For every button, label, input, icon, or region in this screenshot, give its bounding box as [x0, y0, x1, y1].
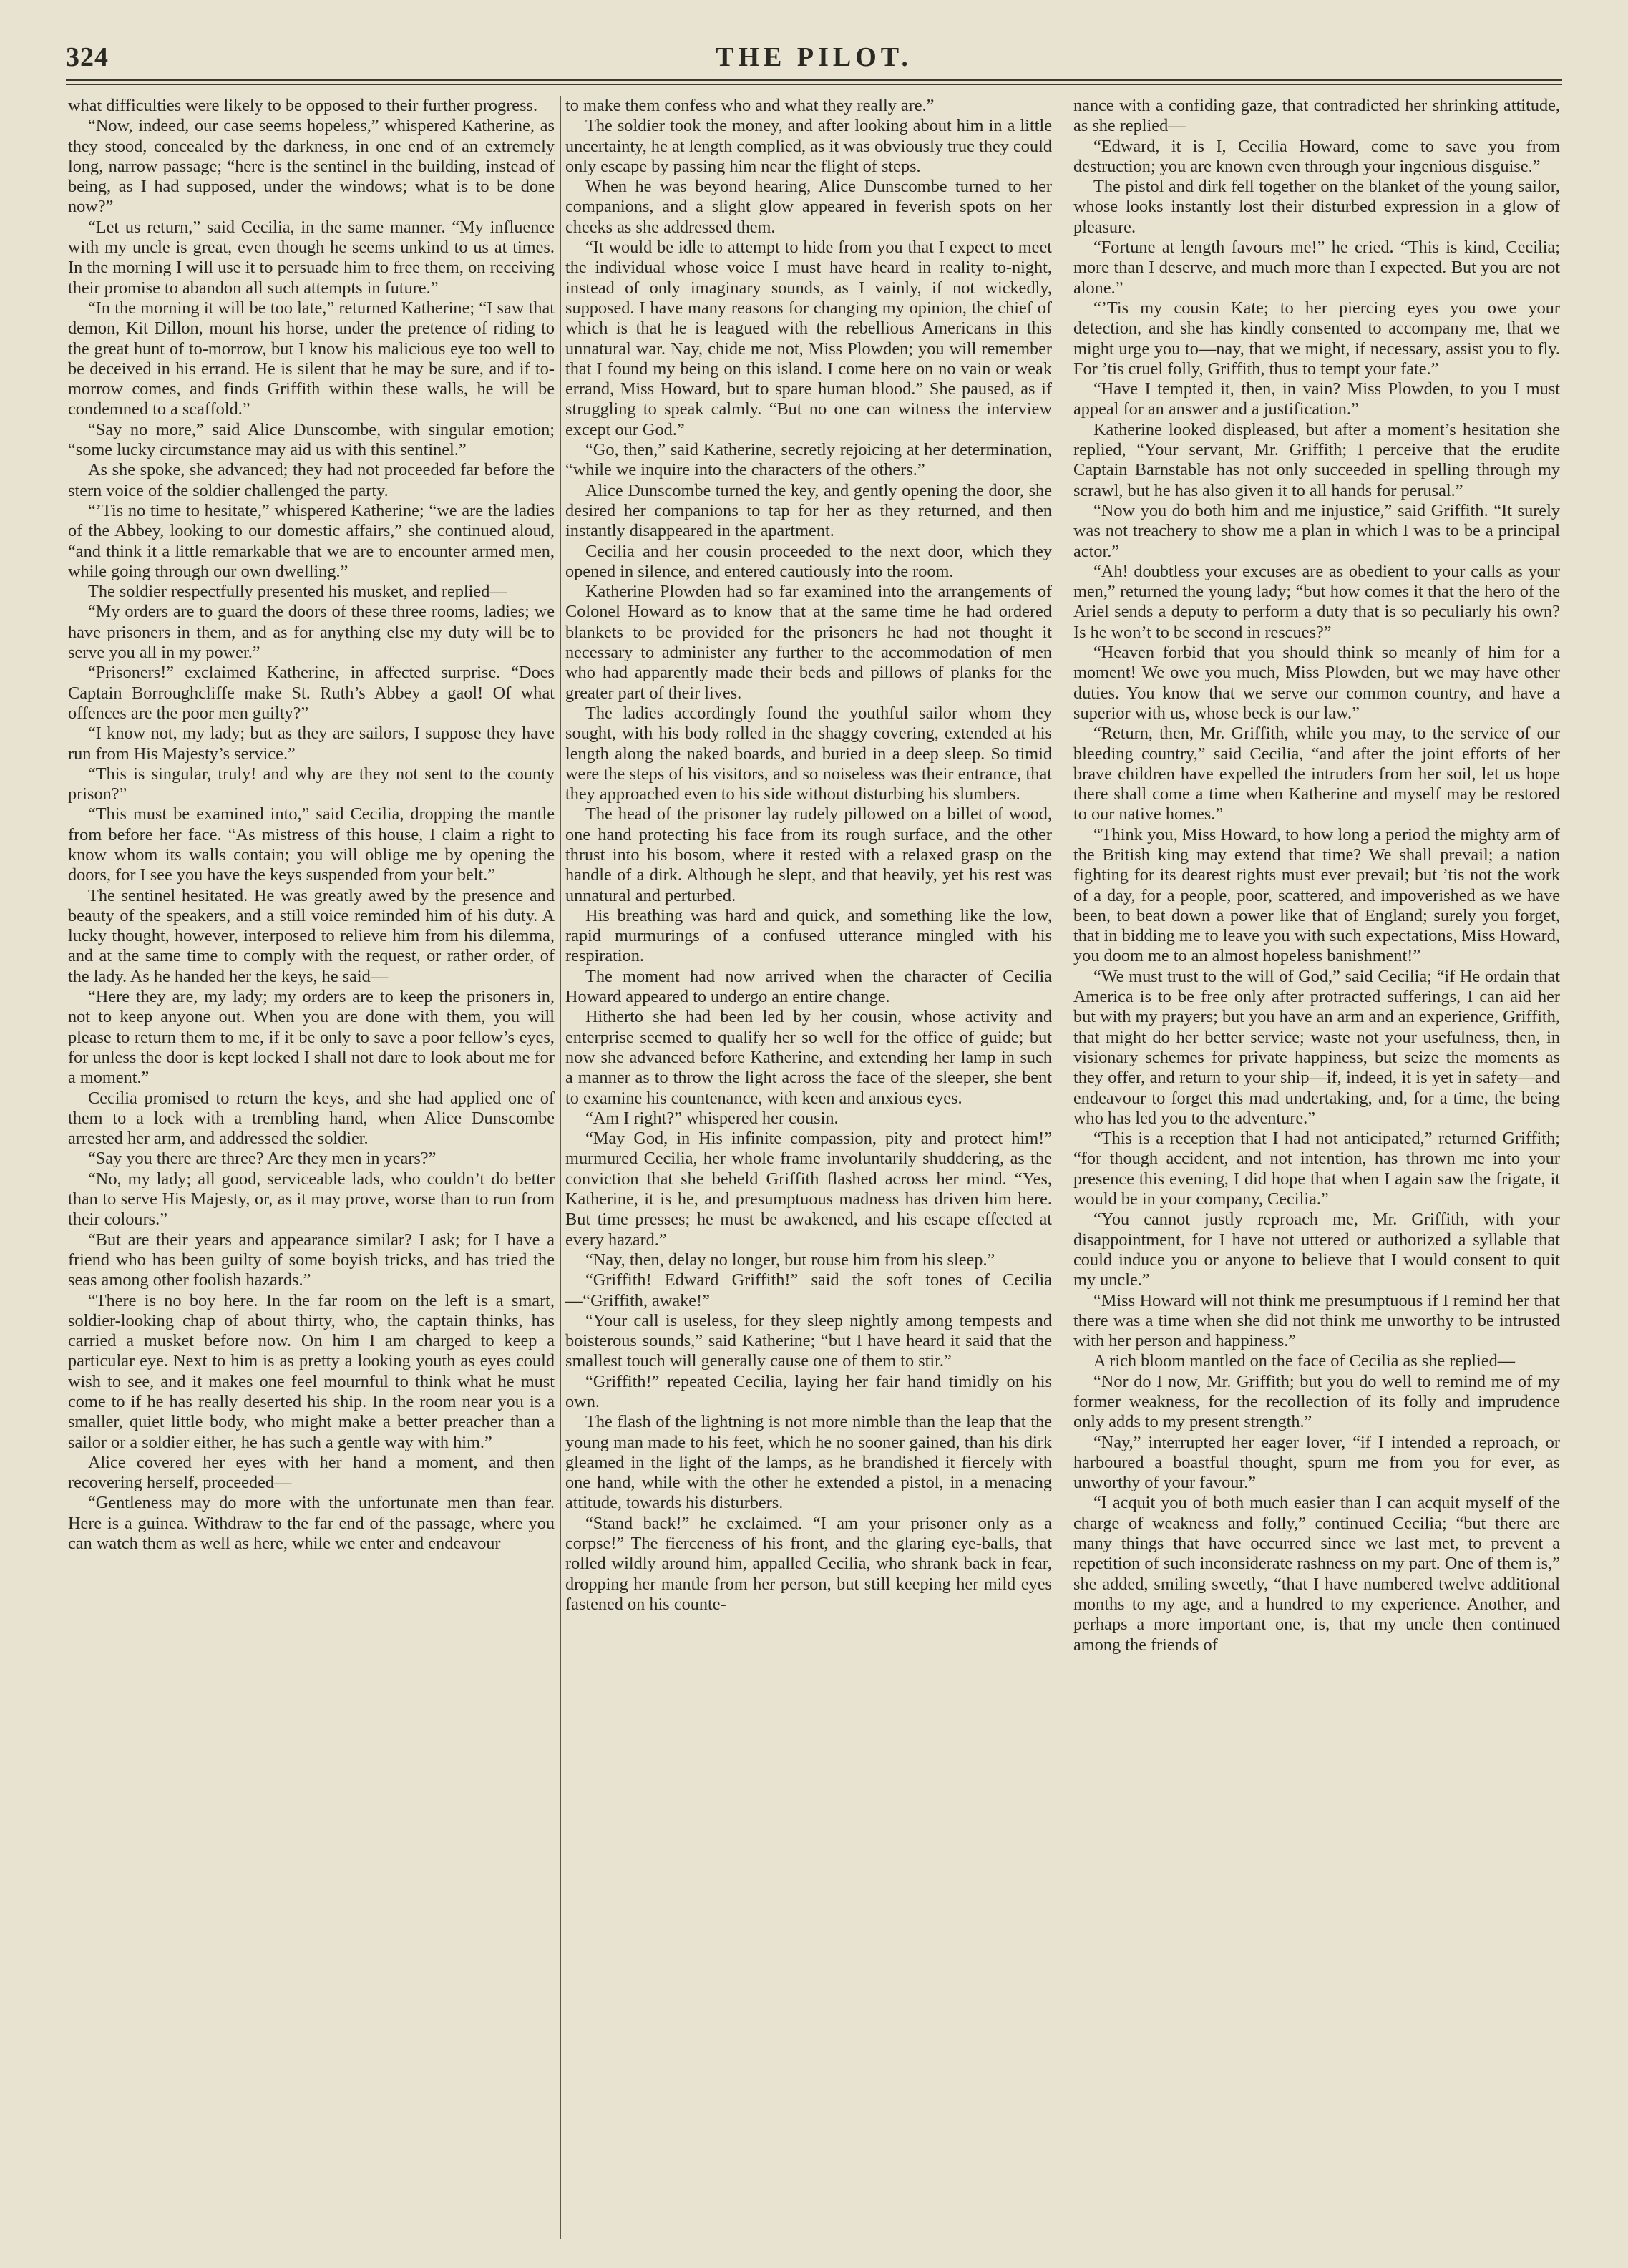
paragraph: When he was beyond hearing, Alice Dunscombe turned to her companions, and a slight glow appeared in feverish spots on her cheeks as she addressed them. [565, 177, 1052, 237]
page-number: 324 [66, 42, 109, 72]
paragraph: “’Tis my cousin Kate; to her piercing eyes you owe your detection, and she has kindly consented to accompany me, that we might urge you to—nay, that we might, if necessary, assist you to fly. For ’tis cruel folly, Griffith, thus to tempt your fate.” [1073, 298, 1560, 379]
paragraph: “No, my lady; all good, serviceable lads, who couldn’t do better than to serve His Majesty, or, as it may prove, worse than to run from their colours.” [68, 1169, 555, 1230]
paragraph: “My orders are to guard the doors of these three rooms, ladies; we have prisoners in them, and as for anything else my duty will be to serve you all in my power.” [68, 602, 555, 663]
paragraph: “Have I tempted it, then, in vain? Miss Plowden, to you I must appeal for an answer and a justification.” [1073, 379, 1560, 419]
paragraph: The head of the prisoner lay rudely pillowed on a billet of wood, one hand protecting his face from its rough surface, and the other thrust into his bosom, where it rested with a relaxed grasp on the handle of a dirk. Although he slept, and that heavily, yet his rest was unnatural and perturbed. [565, 804, 1052, 905]
paragraph: “Griffith! Edward Griffith!” said the soft tones of Cecilia—“Griffith, awake!” [565, 1270, 1052, 1310]
page-header [66, 39, 1562, 79]
paragraph: “But are their years and appearance similar? I ask; for I have a friend who has been guilty of some boyish tricks, and has tried the seas among other foolish hazards.” [68, 1230, 555, 1290]
paragraph: “This must be examined into,” said Cecilia, dropping the mantle from before her face. “As mistress of this house, I claim a right to know whom its walls contain; you will oblige me by opening the doors, for I see you have the keys suspended from your belt.” [68, 804, 555, 885]
paragraph: “Now you do both him and me injustice,” said Griffith. “It surely was not treachery to show me a plan in which I was to be a principal actor.” [1073, 500, 1560, 561]
paragraph: A rich bloom mantled on the face of Cecilia as she replied— [1093, 1351, 1516, 1371]
paragraph: “Heaven forbid that you should think so meanly of him for a moment! We owe you much, Miss Plowden, but we may have other duties. You know that we serve our common country, and have a superior with us, whose beck is our law.” [1073, 643, 1560, 723]
paragraph: “Here they are, my lady; my orders are to keep the prisoners in, not to keep anyone out. When you are done with them, you will please to return them to me, if it be only to save a poor fellow’s eyes, for unless the door is kept locked I shall not dare to look about me for a moment.” [68, 987, 555, 1088]
paragraph: what difficulties were likely to be opposed to their further progress. [68, 96, 538, 115]
paragraph: The flash of the lightning is not more nimble than the leap that the young man made to his feet, which he no sooner gained, than his dirk gleamed in the light of the lamps, as he brandished it fiercely with one hand, while with the other he extended a pistol, in a menacing attitude, towards his disturbers. [565, 1412, 1052, 1513]
paragraph: “Stand back!” he exclaimed. “I am your prisoner only as a corpse!” The fierceness of his front, and the glaring eye-balls, that rolled wildly around him, appalled Cecilia, who shrank back in fear, dropping her mantle from her person, but still keeping her mild eyes fastened on his counte- [565, 1513, 1052, 1614]
paragraph: “There is no boy here. In the far room on the left is a smart, soldier-looking chap of about thirty, who, the captain thinks, has carried a musket before now. On him I am charged to keep a particular eye. Next to him is as pretty a looking youth as eyes could wish to see, and it makes one feel mournful to think what he must come to if he has really deserted his ship. In the room near you is a smaller, quiet little body, who might make a better preacher than a sailor or a soldier either, he has such a gentle way with him.” [68, 1290, 555, 1452]
header-rule-thick [66, 79, 1562, 81]
paragraph: “Nay,” interrupted her eager lover, “if I intended a reproach, or harboured a boastful thought, spurn me from you for ever, as unworthy of your favour.” [1073, 1432, 1560, 1493]
paragraph: Alice covered her eyes with her hand a moment, and then recovering herself, proceeded— [68, 1452, 555, 1493]
paragraph: “Ah! doubtless your excuses are as obedient to your calls as your men,” returned the young lady; “but how comes it that the hero of the Ariel sends a deputy to perform a duty that is so peculiarly his own? Is he won’t to be second in rescues?” [1073, 561, 1560, 642]
paragraph: Hitherto she had been led by her cousin, whose activity and enterprise seemed to qualify her so well for the office of guide; but now she advanced before Katherine, and extending her lamp in such a manner as to throw the light across the face of the sleeper, she bent to examine his countenance, with keen and anxious eyes. [565, 1007, 1052, 1108]
text-column-1 [68, 96, 555, 2239]
paragraph: As she spoke, she advanced; they had not proceeded far before the stern voice of the soldier challenged the party. [68, 460, 555, 500]
paragraph: “Nor do I now, Mr. Griffith; but you do well to remind me of my former weakness, for the recollection of its folly and imprudence only adds to my present strength.” [1073, 1371, 1560, 1432]
paragraph: “Say no more,” said Alice Dunscombe, with singular emotion; “some lucky circumstance may aid us with this sentinel.” [68, 419, 555, 460]
paragraph: “Return, then, Mr. Griffith, while you may, to the service of our bleeding country,” said Cecilia, “and after the joint efforts of her brave children have expelled the intruders from her soil, let us hope there shall come a time when Katherine and myself may be restored to our native homes.” [1073, 724, 1560, 824]
paragraph: The pistol and dirk fell together on the blanket of the young sailor, whose looks instantly lost their disturbed expression in a glow of pleasure. [1073, 177, 1560, 237]
paragraph: “Let us return,” said Cecilia, in the same manner. “My influence with my uncle is great, even though he seems unkind to us at times. In the morning I will use it to persuade him to free them, on receiving their promise to abandon all such attempts in future.” [68, 217, 555, 298]
paragraph: “I know not, my lady; but as they are sailors, I suppose they have run from His Majesty’s service.” [68, 724, 555, 764]
paragraph: “’Tis no time to hesitate,” whispered Katherine; “we are the ladies of the Abbey, looking to our domestic affairs,” she continued aloud, “and think it a little remarkable that we are to encounter armed men, while going through our own dwelling.” [68, 500, 555, 581]
paragraph: “This is a reception that I had not anticipated,” returned Griffith; “for though accident, and not intention, has thrown me into your presence this evening, I did hope that when I again saw the frigate, it would be in your company, Cecilia.” [1073, 1129, 1560, 1210]
paragraph: “Griffith!” repeated Cecilia, laying her fair hand timidly on his own. [565, 1371, 1052, 1411]
paragraph: His breathing was hard and quick, and something like the low, rapid murmurings of a confused utterance mingled with his respiration. [565, 905, 1052, 966]
paragraph: “Miss Howard will not think me presumptuous if I remind her that there was a time when she did not think me unworthy to be intrusted with her person and happiness.” [1073, 1290, 1560, 1351]
paragraph: “I acquit you of both much easier than I can acquit myself of the charge of weakness and folly,” continued Cecilia; “but there are many things that have occurred since we last met, to prevent a repetition of such inconsiderate rashness on my part. One of them is,” she added, smiling sweetly, “that I have numbered twelve additional months to my age, and a hundred to my experience. Another, and perhaps a more important one, is, that my uncle then continued among the friends of [1073, 1493, 1560, 1655]
paragraph: “Edward, it is I, Cecilia Howard, come to save you from destruction; you are known even through your ingenious disguise.” [1073, 136, 1560, 176]
paragraph: “Nay, then, delay no longer, but rouse him from his sleep.” [585, 1250, 995, 1270]
paragraph: The ladies accordingly found the youthful sailor whom they sought, with his body rolled in the shaggy covering, extended at his length along the naked boards, and buried in a deep sleep. So timid were the steps of his visitors, and so noiseless was their entrance, that they approached even to his side without disturbing his slumbers. [565, 703, 1052, 804]
header-rule-thin [66, 84, 1562, 85]
paragraph: “This is singular, truly! and why are they not sent to the county prison?” [68, 764, 555, 804]
paragraph: Alice Dunscombe turned the key, and gently opening the door, she desired her companions to tap for her as they returned, and then instantly disappeared in the apartment. [565, 480, 1052, 541]
paragraph: “Go, then,” said Katherine, secretly rejoicing at her determination, “while we inquire into the characters of the others.” [565, 440, 1052, 480]
text-column-2 [565, 96, 1052, 2239]
paragraph: to make them confess who and what they really are.” [565, 96, 935, 115]
paragraph: “Now, indeed, our case seems hopeless,” whispered Katherine, as they stood, concealed by the darkness, in one end of an extremely long, narrow passage; “here is the sentinel in the building, instead of being, as I had supposed, under the windows; what is to be done now?” [68, 116, 555, 217]
paragraph: “May God, in His infinite compassion, pity and protect him!” murmured Cecilia, her whole frame involuntarily shuddering, as the conviction that she beheld Griffith flashed across her mind. “Yes, Katherine, it is he, and presumptuous madness has driven him here. But time presses; he must be awakened, and his escape effected at every hazard.” [565, 1129, 1052, 1250]
paragraph: nance with a confiding gaze, that contradicted her shrinking attitude, as she replied— [1073, 96, 1560, 136]
paragraph: “In the morning it will be too late,” returned Katherine; “I saw that demon, Kit Dillon, mount his horse, under the pretence of riding to the great hunt of to-morrow, but I know his malicious eye too well to be deceived in his errand. He is silent that he may be sure, and if to-morrow comes, and finds Griffith within these walls, he will be condemned to a scaffold.” [68, 298, 555, 419]
paragraph: Cecilia promised to return the keys, and she had applied one of them to a lock with a trembling hand, when Alice Dunscombe arrested her arm, and addressed the soldier. [68, 1088, 555, 1149]
paragraph: “Gentleness may do more with the unfortunate men than fear. Here is a guinea. Withdraw to the far end of the passage, where you can watch them as well as here, while we enter and endeavour [68, 1493, 555, 1554]
paragraph: “We must trust to the will of God,” said Cecilia; “if He ordain that America is to be free only after protracted sufferings, I can aid her but with my prayers; but you have an arm and an experience, Griffith, that might do her better service; waste not your usefulness, then, in visionary schemes for private happiness, but seize the moments as they offer, and return to your ship—if, indeed, it is yet in safety—and endeavour to forget this mad undertaking, and, for a time, the being who has led you to the adventure.” [1073, 966, 1560, 1128]
column-divider [560, 96, 561, 2239]
running-title: THE PILOT. [716, 42, 912, 72]
text-column-3 [1073, 96, 1560, 2239]
paragraph: “Say you there are three? Are they men in years?” [88, 1149, 437, 1169]
paragraph: The soldier respectfully presented his musket, and replied— [88, 582, 507, 602]
paragraph: “It would be idle to attempt to hide from you that I expect to meet the individual whose voice I must have heard in reality to-night, instead of only imaginary sounds, as I vainly, if not wickedly, supposed. I have many reasons for changing my opinion, the chief of which is that he is leagued with the rebellious Americans in this unnatural war. Nay, chide me not, Miss Plowden; you will remember that I found my being on this island. I come here on no vain or weak errand, Miss Howard, but to spare human blood.” She paused, as if struggling to speak calmly. “But no one can witness the interview except our God.” [565, 238, 1052, 439]
paragraph: “Think you, Miss Howard, to how long a period the mighty arm of the British king may extend that time? We shall prevail; a nation fighting for its dearest rights must ever prevail; but ’tis not the work of a day, for a people, poor, scattered, and impoverished as we have been, to beat down a power like that of England; surely you forget, that in bidding me to leave you with such expectations, Miss Howard, you doom me to an almost hopeless banishment!” [1073, 824, 1560, 966]
paragraph: The moment had now arrived when the character of Cecilia Howard appeared to undergo an entire change. [565, 966, 1052, 1007]
paragraph: Katherine looked displeased, but after a moment’s hesitation she replied, “Your servant, Mr. Griffith; I perceive that the erudite Captain Barnstable has not only succeeded in spelling through my scrawl, but he has also given it to all hands for perusal.” [1073, 419, 1560, 500]
paragraph: “Fortune at length favours me!” he cried. “This is kind, Cecilia; more than I deserve, and much more than I expected. But you are not alone.” [1073, 238, 1560, 298]
paragraph: “Am I right?” whispered her cousin. [585, 1108, 839, 1128]
paragraph: “You cannot justly reproach me, Mr. Griffith, with your disappointment, for I have not uttered or authorized a syllable that could induce you or anyone to believe that I would consent to quit my uncle.” [1073, 1210, 1560, 1290]
paragraph: Cecilia and her cousin proceeded to the next door, which they opened in silence, and entered cautiously into the room. [565, 541, 1052, 581]
paragraph: “Your call is useless, for they sleep nightly among tempests and boisterous sounds,” said Katherine; “but I have heard it said that the smallest touch will generally cause one of them to stir.” [565, 1310, 1052, 1371]
paragraph: Katherine Plowden had so far examined into the arrangements of Colonel Howard as to know that at the same time he had ordered blankets to be provided for the prisoners he had not thought it necessary to administer any further to the accommodation of men who had apparently made their beds and pillows of planks for the greater part of their lives. [565, 582, 1052, 703]
paragraph: “Prisoners!” exclaimed Katherine, in affected surprise. “Does Captain Borroughcliffe make St. Ruth’s Abbey a gaol! Of what offences are the poor men guilty?” [68, 663, 555, 723]
paragraph: The sentinel hesitated. He was greatly awed by the presence and beauty of the speakers, and a still voice reminded him of his duty. A lucky thought, however, interposed to relieve him from his dilemma, and at the same time to comply with the request, or rather order, of the lady. As he handed her the keys, he said— [68, 885, 555, 986]
paragraph: The soldier took the money, and after looking about him in a little uncertainty, he at length complied, as it was obviously true they could only escape by passing him near the flight of steps. [565, 116, 1052, 176]
